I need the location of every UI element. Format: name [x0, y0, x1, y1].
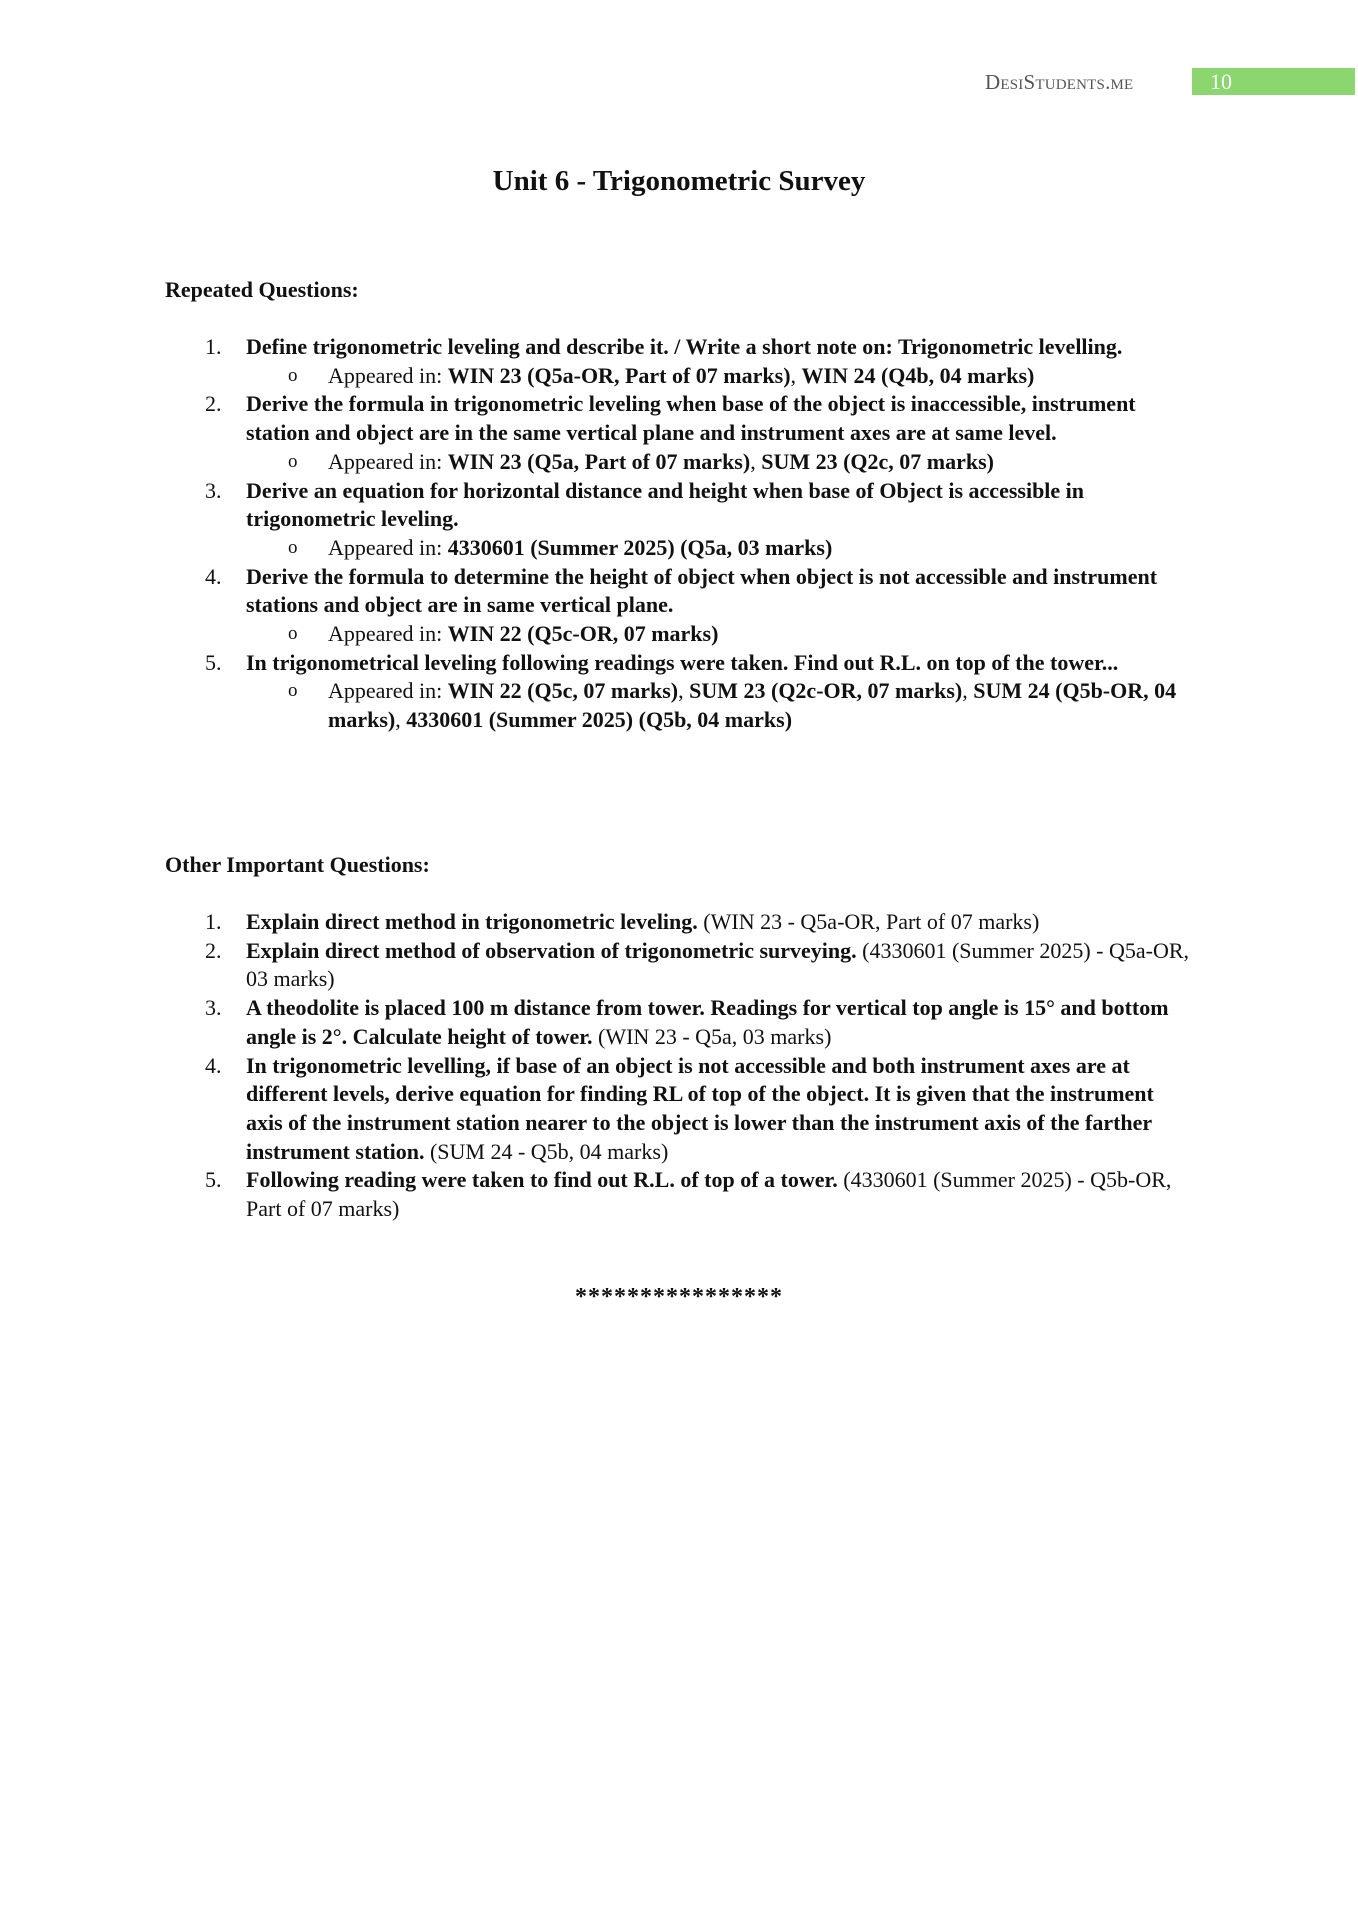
other-questions-list — [205, 908, 1195, 1224]
text-segment: (4330601 (Summer 2025) - Q5a-OR, 03 marks) — [246, 937, 1190, 992]
text-segment: , — [395, 707, 407, 733]
text-segment: (SUM 24 - Q5b, 04 marks) — [424, 1138, 669, 1164]
appeared-in-line — [205, 362, 1195, 391]
repeated-questions-list — [205, 333, 1195, 735]
circle-bullet-icon: o — [288, 364, 298, 386]
text-segment: SUM 23 (Q2c, 07 marks) — [761, 448, 995, 474]
question-number: 3. — [205, 995, 222, 1021]
question-text — [246, 649, 1195, 678]
repeated-questions-heading: Repeated Questions: — [165, 277, 359, 302]
question-item — [205, 649, 1195, 735]
text-segment: , — [678, 678, 690, 704]
circle-bullet-icon: o — [288, 680, 298, 702]
text-segment: Derive the formula to determine the height of object when object is not accessible and instrument stations and object are in same vertical plane. — [246, 563, 1158, 618]
text-segment: (WIN 23 - Q5a-OR, Part of 07 marks) — [697, 909, 1040, 934]
text-segment: WIN 23 (Q5a, Part of 07 marks) — [447, 448, 751, 474]
text-segment: , — [750, 448, 762, 474]
question-text — [246, 477, 1195, 534]
question-item — [205, 1166, 1195, 1223]
question-text — [246, 994, 1195, 1051]
text-segment: , — [962, 678, 974, 704]
text-segment: A theodolite is placed 100 m distance from tower. Readings for vertical top angle is 15° and bottom angle is 2°. Calculate height of tower. — [246, 995, 1169, 1049]
text-segment: Appeared in: — [328, 448, 448, 474]
question-number: 2. — [205, 391, 222, 417]
question-number: 5. — [205, 1167, 222, 1193]
text-segment: In trigonometric levelling, if base of an object is not accessible and both instrument axes are at different levels, derive equation for finding RL of top of the object. It is given that the instrument axis of the instrument station nearer to the object is lower than the instrument axis of the farther instrument station. — [246, 1052, 1154, 1164]
question-text — [246, 1166, 1195, 1223]
text-segment: WIN 23 (Q5a-OR, Part of 07 marks) — [447, 362, 791, 388]
question-number: 4. — [205, 1052, 222, 1078]
question-text — [246, 1052, 1195, 1167]
text-segment: Explain direct method in trigonometric leveling. — [246, 909, 698, 934]
question-item — [205, 333, 1195, 390]
question-text — [246, 333, 1195, 362]
question-text — [246, 937, 1195, 994]
question-number: 4. — [205, 563, 222, 589]
text-segment: Appeared in: — [328, 678, 448, 704]
text-segment: WIN 24 (Q4b, 04 marks) — [801, 362, 1035, 388]
question-text — [246, 390, 1195, 447]
text-segment: WIN 22 (Q5c-OR, 07 marks) — [447, 621, 719, 647]
question-item — [205, 1052, 1195, 1167]
circle-bullet-icon: o — [288, 623, 298, 645]
question-item — [205, 908, 1195, 937]
text-segment: 4330601 (Summer 2025) (Q5b, 04 marks) — [406, 707, 793, 733]
text-segment: Following reading were taken to find out R.L. of top of a tower. — [246, 1167, 838, 1193]
appeared-in-line — [205, 677, 1195, 734]
question-item — [205, 390, 1195, 476]
question-item — [205, 563, 1195, 649]
question-item — [205, 937, 1195, 994]
text-segment: (4330601 (Summer 2025) - Q5b-OR, Part of 07 marks) — [246, 1167, 1172, 1222]
question-number: 1. — [205, 909, 222, 934]
text-segment: 4330601 (Summer 2025) (Q5a, 03 marks) — [447, 534, 833, 560]
text-segment: Derive an equation for horizontal distance and height when base of Object is accessible in trigonometric leveling. — [246, 477, 1085, 532]
site-name: DesiStudents.me — [985, 70, 1134, 94]
page-number-badge: 10 — [1192, 68, 1355, 95]
text-segment: Explain direct method of observation of trigonometric surveying. — [246, 937, 857, 963]
text-segment: , — [790, 362, 802, 388]
question-text — [246, 563, 1195, 620]
text-segment: Appeared in: — [328, 621, 448, 647]
appeared-in-line — [205, 448, 1195, 477]
question-item — [205, 477, 1195, 563]
question-text — [246, 908, 1195, 937]
end-marker: **************** — [575, 1284, 783, 1310]
text-segment: SUM 23 (Q2c-OR, 07 marks) — [689, 678, 963, 704]
appeared-in-line — [205, 620, 1195, 649]
text-segment: WIN 22 (Q5c, 07 marks) — [447, 678, 679, 704]
text-segment: (WIN 23 - Q5a, 03 marks) — [592, 1023, 832, 1049]
question-number: 3. — [205, 477, 222, 503]
text-segment: In trigonometrical leveling following readings were taken. Find out R.L. on top of the tower... — [246, 649, 1119, 675]
question-number: 1. — [205, 334, 222, 359]
circle-bullet-icon: o — [288, 536, 298, 558]
text-segment: Appeared in: — [328, 534, 448, 560]
appeared-in-line — [205, 534, 1195, 563]
other-questions-heading: Other Important Questions: — [165, 852, 430, 877]
question-item — [205, 994, 1195, 1051]
page-title: Unit 6 - Trigonometric Survey — [492, 165, 866, 197]
question-number: 2. — [205, 937, 222, 963]
text-segment: Derive the formula in trigonometric leveling when base of the object is inaccessible, instrument station and object are in the same vertical plane and instrument axes are at same level. — [246, 391, 1136, 446]
circle-bullet-icon: o — [288, 450, 298, 472]
text-segment: Define trigonometric leveling and describe it. / Write a short note on: Trigonometric levelling. — [246, 334, 1123, 359]
question-number: 5. — [205, 649, 222, 675]
text-segment: SUM 24 (Q5b-OR, 04 marks) — [328, 678, 1177, 733]
text-segment: Appeared in: — [328, 362, 448, 388]
